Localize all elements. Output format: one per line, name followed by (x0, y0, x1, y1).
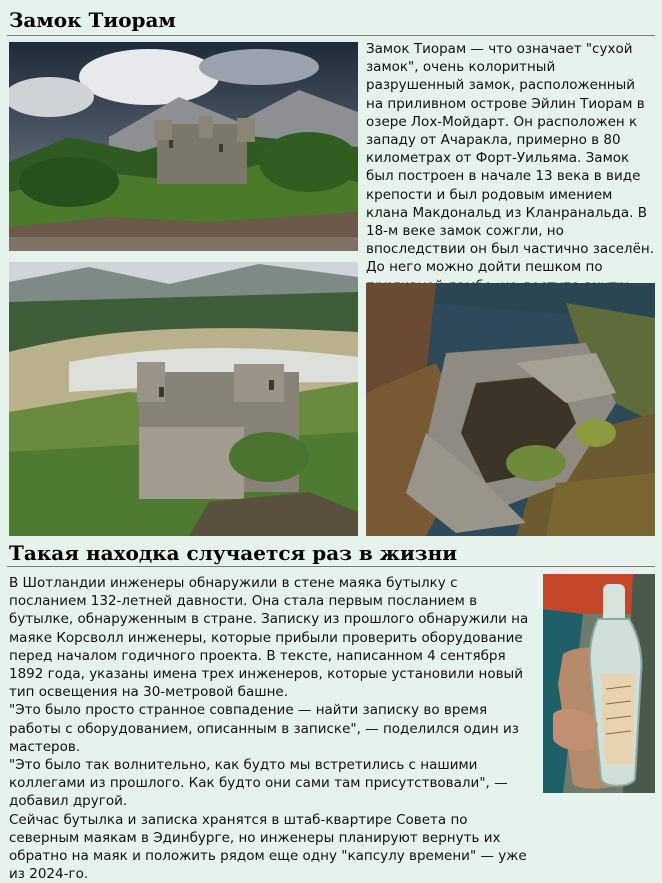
paragraph: Сейчас бутылка и записка хранятся в штаб-квартире Совета по северным маякам в Эдинбурге, но инженеры планируют вернуть их обратно на маяк и положить рядом еще одну "капсулу времени" — уже из 2024-го. (9, 811, 527, 883)
paragraph: "Это было так волнительно, как будто мы встретились с нашими коллегами из прошлого. Как будто они сами там присутствовали", — добавил другой. (9, 757, 508, 810)
article-body-bottle (9, 574, 537, 883)
castle-aerial-photo (366, 283, 655, 536)
paragraph: В Шотландии инженеры обнаружили в стене маяка бутылку с посланием 132-летней давности. Она стала первым посланием в бутылке, обнаруженным в стране. Записку из прошлого обнаружили на маяке Корсволл инженеры, которые прибыли проверить оборудование перед началом годичного проекта. В тексте, написанном 4 сентября 1892 года, указаны имена трех инженеров, которые установили новый тип освещения на 30-метровой башне. (9, 575, 529, 701)
castle-estuary-photo (9, 262, 358, 536)
title-rule-2 (7, 566, 655, 567)
article-body-castle: Замок Тиорам — что означает "сухой замок", очень колоритный разрушенный замок, расположенный на приливном острове Эйлин Тиорам в озере Лох-Мойдарт. Он расположен к западу от Ачаракла, примерно в 80 километрах от Форт-Уильяма. Замок был построен в начале 13 века в виде крепости и был родовым имением клана Макдональд из Кланранальда. В 18-м веке замок сожгли, но впоследствии он был частично заселён. До него можно дойти пешком по (366, 41, 654, 276)
article-title-castle: Замок Тиорам (9, 8, 176, 32)
castle-hill-photo (9, 42, 358, 251)
message-bottle-photo (543, 574, 655, 793)
article-title-bottle: Такая находка случается раз в жизни (9, 541, 458, 565)
title-rule (7, 35, 655, 36)
paragraph: "Это было просто странное совпадение — найти записку во время работы с оборудованием, описанным в записке", — поделился один из мастеров. (9, 702, 519, 755)
